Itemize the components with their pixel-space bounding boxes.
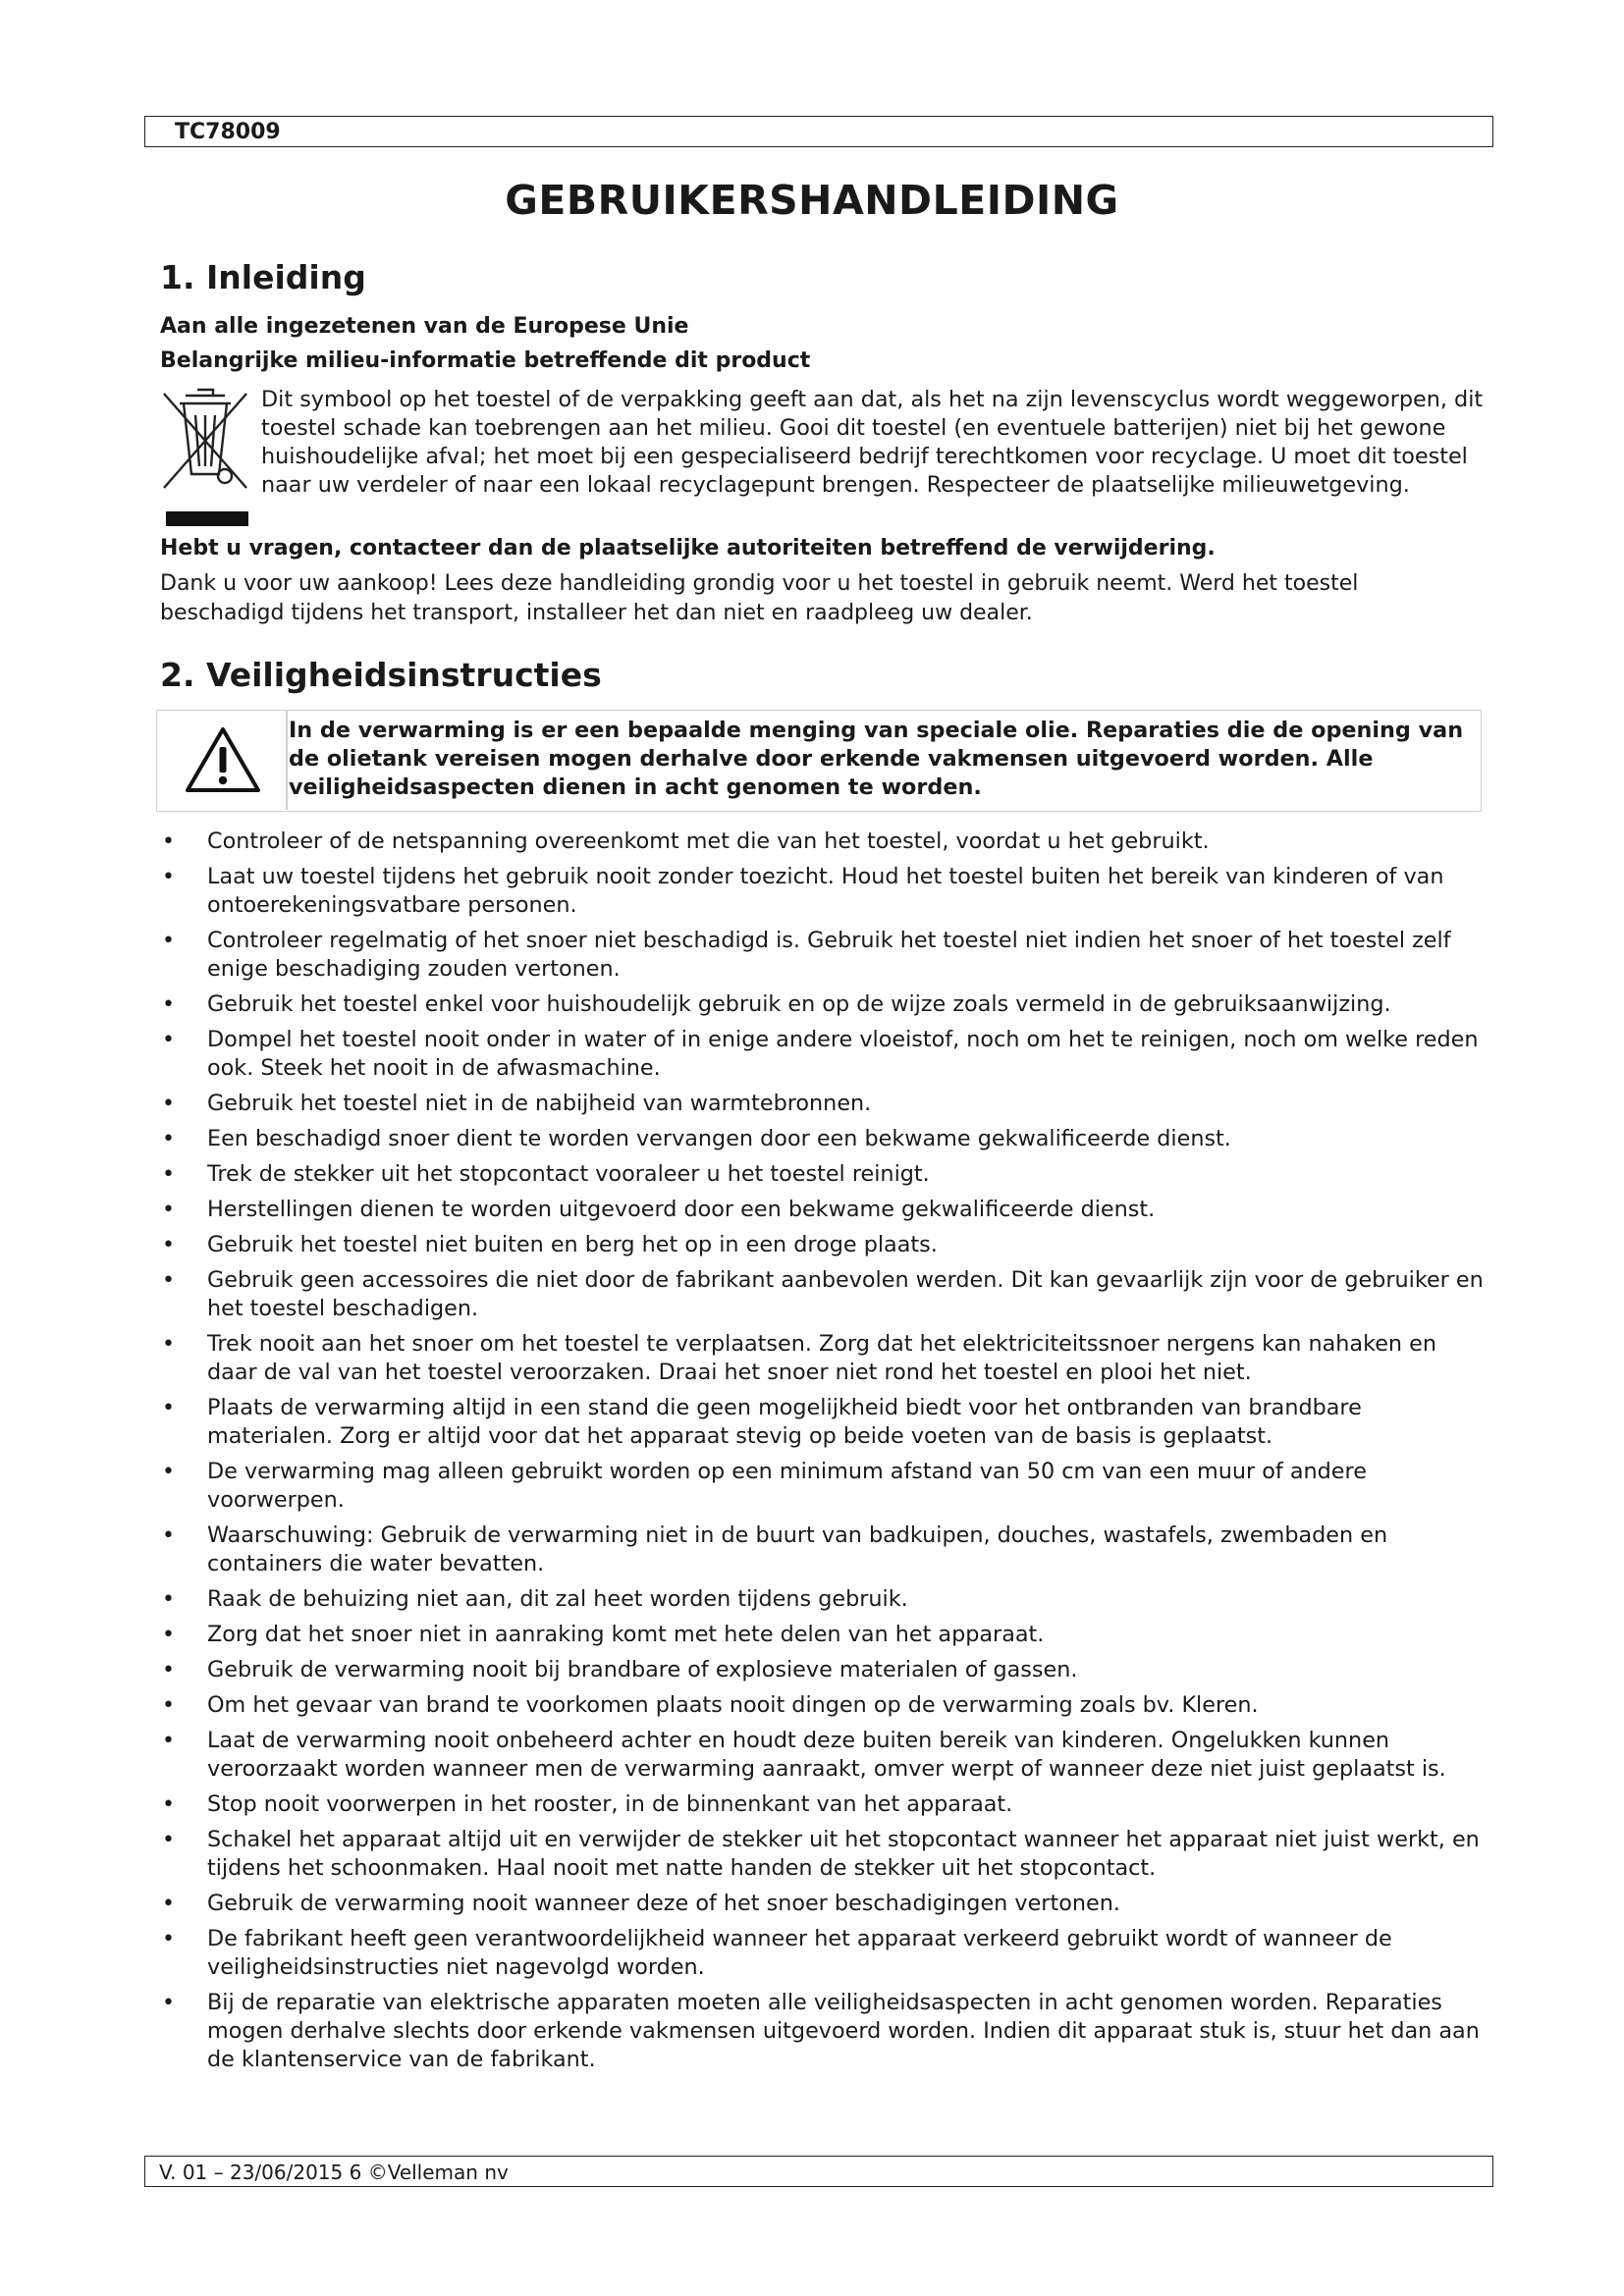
intro-paragraph: Dank u voor uw aankoop! Lees deze handleiding grondig voor u het toestel in gebruik neemt. Werd het toestel beschadigd tijdens het transport, installeer het dan niet en raadpleeg uw dealer. xyxy=(160,571,1359,625)
list-item: • Om het gevaar van brand te voorkomen plaats nooit dingen op de verwarming zoals bv. Kleren. xyxy=(160,1691,1486,1720)
list-item: • Gebruik geen accessoires die niet door de fabrikant aanbevolen werden. Dit kan gevaarlijk zijn voor de gebruiker en het toestel beschadigen. xyxy=(160,1266,1486,1323)
weee-marking-bar xyxy=(166,511,248,526)
list-item: • Gebruik de verwarming nooit bij brandbare of explosieve materialen of gassen. xyxy=(160,1656,1486,1684)
list-item: • Laat uw toestel tijdens het gebruik nooit zonder toezicht. Houd het toestel buiten het bereik van kinderen of van ontoerekeningsvatbare personen. xyxy=(160,863,1486,920)
environment-text: Dit symbool op het toestel of de verpakking geeft aan dat, als het na zijn levenscyclus wordt weggeworpen, dit toestel schade kan toebrengen aan het milieu. Gooi dit toestel (en eventuele batterijen) niet bij het gewone huishoudelijke afval; het moet bij een gespecialiseerd bedrijf terechtkomen voor recyclage. U moet dit toestel naar uw verdeler of naar een lokaal recyclagepunt brengen. Respecteer de plaatselijke milieuwetgeving. xyxy=(261,387,1484,498)
questions-line: Hebt u vragen, contacteer dan de plaatselijke autoriteiten betreffend de verwijdering. xyxy=(160,536,1216,561)
list-item: • De verwarming mag alleen gebruikt worden op een minimum afstand van 50 cm van een muur of andere voorwerpen. xyxy=(160,1458,1486,1515)
footer-text: V. 01 – 23/06/2015 6 ©Velleman nv xyxy=(159,2161,509,2184)
list-item: • Een beschadigd snoer dient te worden vervangen door een bekwame gekwalificeerde dienst. xyxy=(160,1125,1486,1153)
list-item: • Gebruik het toestel niet in de nabijheid van warmtebronnen. xyxy=(160,1090,1486,1118)
header-box xyxy=(144,116,1493,147)
list-item: • Waarschuwing: Gebruik de verwarming niet in de buurt van badkuipen, douches, wastafels, zwembaden en containers die water bevatten. xyxy=(160,1522,1486,1578)
list-item: • Raak de behuizing niet aan, dit zal heet worden tijdens gebruik. xyxy=(160,1585,1486,1614)
environment-notice-line: Belangrijke milieu-informatie betreffende dit product xyxy=(160,348,811,373)
section-heading-inleiding: 1. Inleiding xyxy=(160,258,366,296)
eu-notice-line: Aan alle ingezetenen van de Europese Unie xyxy=(160,314,689,339)
list-item: • Stop nooit voorwerpen in het rooster, in de binnenkant van het apparaat. xyxy=(160,1790,1486,1819)
footer-box xyxy=(144,2156,1493,2187)
warning-box xyxy=(156,710,1482,812)
warning-triangle-icon xyxy=(185,725,261,794)
list-item: • Controleer of de netspanning overeenkomt met die van het toestel, voordat u het gebruikt. xyxy=(160,828,1486,856)
list-item: • Dompel het toestel nooit onder in water of in enige andere vloeistof, noch om het te reinigen, noch om welke reden ook. Steek het nooit in de afwasmachine. xyxy=(160,1026,1486,1083)
list-item: • Bij de reparatie van elektrische apparaten moeten alle veiligheidsaspecten in acht genomen worden. Reparaties mogen derhalve slechts door erkende vakmensen uitgevoerd worden. Indien dit apparaat stuk is, stuur het dan aan de klantenservice van de fabrikant. xyxy=(160,1989,1486,2074)
list-item: • Trek nooit aan het snoer om het toestel te verplaatsen. Zorg dat het elektriciteitssnoer nergens kan nahaken en daar de val van het toestel veroorzaken. Draai het snoer niet rond het toestel en plooi het niet. xyxy=(160,1330,1486,1387)
list-item: • Zorg dat het snoer niet in aanraking komt met hete delen van het apparaat. xyxy=(160,1621,1486,1649)
list-item: • Laat de verwarming nooit onbeheerd achter en houdt deze buiten bereik van kinderen. Ongelukken kunnen veroorzaakt worden wanneer men de verwarming aanraakt, omver werpt of wanneer deze niet juist geplaatst is. xyxy=(160,1727,1486,1784)
page-title: GEBRUIKERSHANDLEIDING xyxy=(505,177,1119,224)
crossed-out-wheelie-bin-icon xyxy=(160,386,250,496)
list-item: • Gebruik de verwarming nooit wanneer deze of het snoer beschadigingen vertonen. xyxy=(160,1890,1486,1918)
model-number: TC78009 xyxy=(175,120,281,144)
list-item: • Trek de stekker uit het stopcontact vooraleer u het toestel reinigt. xyxy=(160,1160,1486,1189)
list-item: • Herstellingen dienen te worden uitgevoerd door een bekwame gekwalificeerde dienst. xyxy=(160,1196,1486,1224)
list-item: • Schakel het apparaat altijd uit en verwijder de stekker uit het stopcontact wanneer het apparaat niet juist werkt, en tijdens het schoonmaken. Haal nooit met natte handen de stekker uit het stopcontact. xyxy=(160,1826,1486,1883)
list-item: • De fabrikant heeft geen verantwoordelijkheid wanneer het apparaat verkeerd gebruikt wordt of wanneer de veiligheidsinstructies niet nagevolgd worden. xyxy=(160,1925,1486,1982)
warning-text: In de verwarming is er een bepaalde menging van speciale olie. Reparaties die de opening van de olietank vereisen mogen derhalve door erkende vakmensen uitgevoerd worden. Alle veiligheidsaspecten dienen in acht genomen te worden. xyxy=(289,718,1464,800)
list-item: • Controleer regelmatig of het snoer niet beschadigd is. Gebruik het toestel niet indien het snoer of het toestel zelf enige beschadiging zouden vertonen. xyxy=(160,927,1486,984)
list-item: • Plaats de verwarming altijd in een stand die geen mogelijkheid biedt voor het ontbranden van brandbare materialen. Zorg er altijd voor dat het apparaat stevig op beide voeten van de basis is geplaatst. xyxy=(160,1394,1486,1451)
warning-divider xyxy=(286,711,288,810)
safety-instructions-list xyxy=(160,828,1486,2081)
section-heading-veiligheidsinstructies: 2. Veiligheidsinstructies xyxy=(160,656,602,694)
list-item: • Gebruik het toestel niet buiten en berg het op in een droge plaats. xyxy=(160,1231,1486,1259)
list-item: • Gebruik het toestel enkel voor huishoudelijk gebruik en op de wijze zoals vermeld in de gebruiksaanwijzing. xyxy=(160,990,1486,1019)
